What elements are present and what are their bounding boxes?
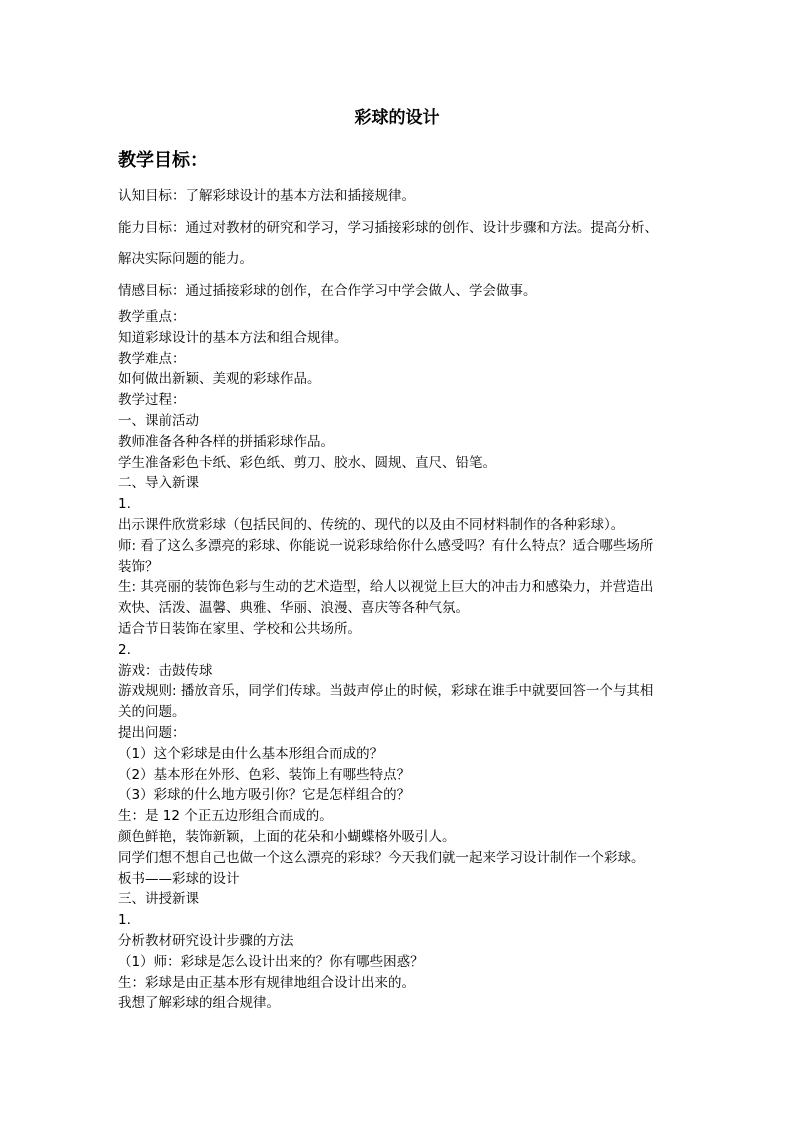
body-line: 教学过程：	[118, 392, 186, 409]
body-line: 1.	[118, 912, 131, 929]
body-line: 教师准备各种各样的拼插彩球作品。	[118, 433, 334, 450]
body-line: 教学重点：	[118, 309, 186, 325]
body-line: 如何做出新颖、美观的彩球作品。	[118, 371, 321, 388]
body-line: 二、导入新课	[118, 475, 199, 492]
body-line: 颜色鲜艳，装饰新颖，上面的花朵和小蝴蝶格外吸引人。	[118, 828, 456, 845]
document-title: 彩球的设计	[354, 108, 440, 128]
body-line: 同学们想不想自己也做一个这么漂亮的彩球？今天我们就一起来学习设计制作一个彩球。	[118, 849, 645, 866]
body-line: （1）师：彩球是怎么设计出来的？你有哪些困惑？	[118, 953, 424, 970]
ability-objective-line-2: 解决实际问题的能力。	[118, 251, 253, 267]
body-line: 一、课前活动	[118, 412, 199, 429]
body-line: 欢快、活泼、温馨、典雅、华丽、浪漫、喜庆等各种气氛。	[118, 600, 469, 617]
body-line: 游戏：击鼓传球	[118, 662, 213, 679]
body-line: 师: 看了这么多漂亮的彩球、你能说一说彩球给你什么感受吗？有什么特点？适合哪些场所	[118, 537, 654, 554]
emotional-objective: 情感目标：通过插接彩球的创作，在合作学习中学会做人、学会做事。	[118, 283, 537, 299]
body-line: 游戏规则: 播放音乐，同学们传球。当鼓声停止的时候，彩球在谁手中就要回答一个与其相	[118, 683, 654, 700]
body-line: 提出问题：	[118, 724, 186, 741]
body-line: 三、讲授新课	[118, 891, 199, 908]
body-line: 生：彩球是由正基本形有规律地组合设计出来的。	[118, 974, 415, 991]
body-line: （1）这个彩球是由什么基本形组合而成的？	[118, 745, 384, 762]
body-line: 关的问题。	[118, 704, 186, 721]
body-line: 分析教材研究设计步骤的方法	[118, 932, 294, 949]
body-line: （2）基本形在外形、色彩、装饰上有哪些特点？	[118, 766, 411, 783]
body-line: 知道彩球设计的基本方法和组合规律。	[118, 329, 348, 346]
ability-objective-line-1: 能力目标：通过对教材的研究和学习，学习插接彩球的创作、设计步骤和方法。提高分析、	[118, 220, 658, 236]
lesson-body	[118, 307, 688, 1014]
body-line: 适合节日装饰在家里、学校和公共场所。	[118, 620, 361, 637]
cognitive-objective: 认知目标：了解彩球设计的基本方法和插接规律。	[118, 188, 415, 204]
body-line: 装饰？	[118, 558, 159, 575]
body-line: 教学难点：	[118, 350, 186, 367]
objectives-heading: 教学目标：	[118, 150, 208, 171]
body-line: 1.	[118, 496, 131, 513]
body-line: 生: 其亮丽的装饰色彩与生动的艺术造型，给人以视觉上巨大的冲击力和感染力，并营造出	[118, 579, 654, 596]
body-line: （3）彩球的什么地方吸引你？它是怎样组合的？	[118, 787, 411, 804]
body-line: 出示课件欣赏彩球（包括民间的、传统的、现代的以及由不同材料制作的各种彩球）。	[118, 516, 625, 533]
body-line: 生：是 12 个正五边形组合而成的。	[118, 808, 333, 825]
body-line: 2.	[118, 641, 131, 658]
body-line: 板书——彩球的设计	[118, 870, 240, 887]
body-line: 我想了解彩球的组合规律。	[118, 995, 280, 1012]
body-line: 学生准备彩色卡纸、彩色纸、剪刀、胶水、圆规、直尺、铅笔。	[118, 454, 496, 471]
